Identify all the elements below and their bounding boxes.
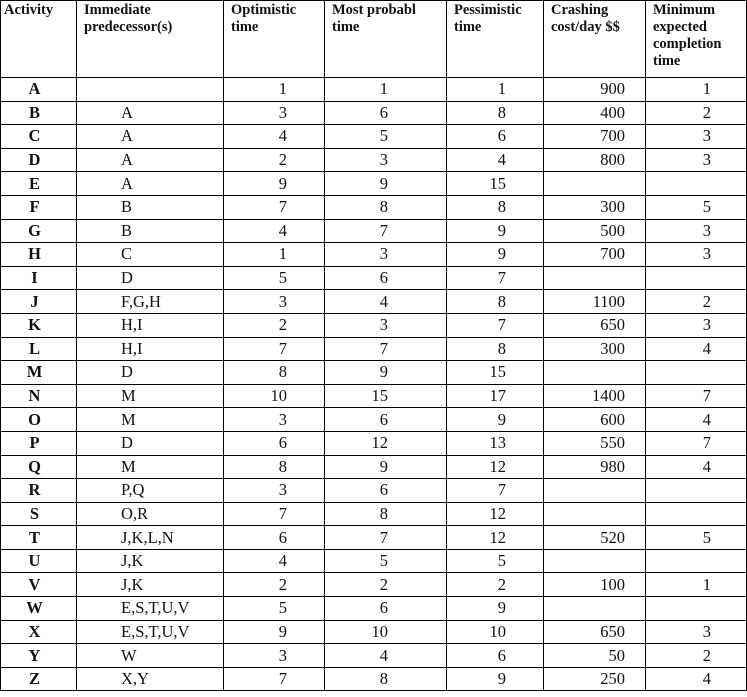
cell-predecessors: A <box>77 172 224 196</box>
cell-min-completion-time: 3 <box>646 219 747 243</box>
header-predecessors: Immediate predecessor(s) <box>77 1 224 78</box>
cell-activity: E <box>1 172 77 196</box>
header-pessimistic-time: Pessimistic time <box>447 1 544 78</box>
table-row <box>1 361 747 385</box>
cell-crashing-cost <box>544 549 646 573</box>
cell-crashing-cost: 900 <box>544 78 646 102</box>
cell-crashing-cost: 400 <box>544 101 646 125</box>
table-row <box>1 125 747 149</box>
cell-pessimistic-time: 2 <box>447 573 544 597</box>
cell-activity: U <box>1 549 77 573</box>
cell-crashing-cost: 500 <box>544 219 646 243</box>
cell-pessimistic-time: 7 <box>447 479 544 503</box>
cell-min-completion-time: 1 <box>646 78 747 102</box>
cell-most-probable-time: 8 <box>325 195 447 219</box>
cell-min-completion-time <box>646 266 747 290</box>
table-row <box>1 195 747 219</box>
cell-predecessors: E,S,T,U,V <box>77 620 224 644</box>
cell-predecessors: J,K <box>77 549 224 573</box>
cell-crashing-cost: 300 <box>544 195 646 219</box>
cell-activity: H <box>1 243 77 267</box>
cell-predecessors: A <box>77 125 224 149</box>
cell-activity: X <box>1 620 77 644</box>
cell-pessimistic-time: 7 <box>447 313 544 337</box>
cell-most-probable-time: 2 <box>325 573 447 597</box>
table-row <box>1 101 747 125</box>
cell-predecessors: M <box>77 408 224 432</box>
table-row <box>1 573 747 597</box>
cell-crashing-cost: 800 <box>544 148 646 172</box>
table-row <box>1 502 747 526</box>
cell-most-probable-time: 4 <box>325 290 447 314</box>
table-row <box>1 644 747 668</box>
cell-optimistic-time: 3 <box>224 479 325 503</box>
cell-most-probable-time: 6 <box>325 597 447 621</box>
cell-pessimistic-time: 9 <box>447 243 544 267</box>
cell-crashing-cost <box>544 597 646 621</box>
cell-predecessors: F,G,H <box>77 290 224 314</box>
cell-crashing-cost <box>544 172 646 196</box>
cell-activity: K <box>1 313 77 337</box>
cell-most-probable-time: 5 <box>325 125 447 149</box>
cell-crashing-cost: 50 <box>544 644 646 668</box>
cell-activity: B <box>1 101 77 125</box>
cell-crashing-cost: 650 <box>544 620 646 644</box>
table-row <box>1 172 747 196</box>
table-row <box>1 148 747 172</box>
cell-most-probable-time: 7 <box>325 526 447 550</box>
cell-crashing-cost <box>544 502 646 526</box>
cell-min-completion-time <box>646 479 747 503</box>
cell-predecessors: D <box>77 266 224 290</box>
table-row <box>1 266 747 290</box>
cell-predecessors: M <box>77 384 224 408</box>
cell-predecessors: C <box>77 243 224 267</box>
cell-crashing-cost: 300 <box>544 337 646 361</box>
cell-pessimistic-time: 9 <box>447 219 544 243</box>
cell-optimistic-time: 1 <box>224 243 325 267</box>
cell-optimistic-time: 7 <box>224 502 325 526</box>
cell-predecessors: D <box>77 431 224 455</box>
cell-pessimistic-time: 17 <box>447 384 544 408</box>
cell-crashing-cost: 550 <box>544 431 646 455</box>
cell-activity: T <box>1 526 77 550</box>
cell-activity: F <box>1 195 77 219</box>
table-body <box>1 78 747 691</box>
cell-min-completion-time: 2 <box>646 644 747 668</box>
cell-activity: D <box>1 148 77 172</box>
cell-pessimistic-time: 8 <box>447 290 544 314</box>
table-row <box>1 455 747 479</box>
cell-pessimistic-time: 9 <box>447 597 544 621</box>
cell-min-completion-time: 4 <box>646 667 747 691</box>
header-min-completion-time: Minimum expected completion time <box>646 1 747 78</box>
cell-crashing-cost <box>544 479 646 503</box>
table-row <box>1 243 747 267</box>
cell-optimistic-time: 6 <box>224 431 325 455</box>
table-row <box>1 384 747 408</box>
cell-pessimistic-time: 6 <box>447 125 544 149</box>
cell-most-probable-time: 15 <box>325 384 447 408</box>
cell-activity: I <box>1 266 77 290</box>
cell-pessimistic-time: 10 <box>447 620 544 644</box>
table-row <box>1 290 747 314</box>
cell-most-probable-time: 1 <box>325 78 447 102</box>
cell-optimistic-time: 8 <box>224 455 325 479</box>
cell-min-completion-time: 7 <box>646 384 747 408</box>
cell-activity: W <box>1 597 77 621</box>
cell-pessimistic-time: 12 <box>447 455 544 479</box>
cell-optimistic-time: 5 <box>224 266 325 290</box>
cell-optimistic-time: 8 <box>224 361 325 385</box>
cell-optimistic-time: 2 <box>224 573 325 597</box>
cell-activity: Q <box>1 455 77 479</box>
cell-min-completion-time: 3 <box>646 125 747 149</box>
cell-min-completion-time: 2 <box>646 290 747 314</box>
cell-predecessors: A <box>77 101 224 125</box>
cell-activity: Y <box>1 644 77 668</box>
cell-pessimistic-time: 5 <box>447 549 544 573</box>
cell-crashing-cost: 100 <box>544 573 646 597</box>
header-most-probable-time: Most probabl time <box>325 1 447 78</box>
cell-optimistic-time: 9 <box>224 172 325 196</box>
cell-most-probable-time: 7 <box>325 337 447 361</box>
cell-pessimistic-time: 9 <box>447 667 544 691</box>
cell-activity: O <box>1 408 77 432</box>
cell-optimistic-time: 3 <box>224 644 325 668</box>
cell-crashing-cost <box>544 266 646 290</box>
cell-most-probable-time: 5 <box>325 549 447 573</box>
table-row <box>1 78 747 102</box>
cell-min-completion-time <box>646 597 747 621</box>
cell-min-completion-time: 3 <box>646 313 747 337</box>
cell-pessimistic-time: 7 <box>447 266 544 290</box>
cell-min-completion-time <box>646 502 747 526</box>
cell-predecessors: D <box>77 361 224 385</box>
cell-optimistic-time: 3 <box>224 101 325 125</box>
cell-crashing-cost: 700 <box>544 125 646 149</box>
cell-activity: G <box>1 219 77 243</box>
table-row <box>1 408 747 432</box>
cell-predecessors: A <box>77 148 224 172</box>
table-row <box>1 479 747 503</box>
cell-most-probable-time: 3 <box>325 148 447 172</box>
header-row <box>1 1 747 78</box>
table-row <box>1 431 747 455</box>
cell-optimistic-time: 7 <box>224 667 325 691</box>
cell-predecessors: M <box>77 455 224 479</box>
cell-activity: Z <box>1 667 77 691</box>
cell-most-probable-time: 6 <box>325 479 447 503</box>
cell-most-probable-time: 4 <box>325 644 447 668</box>
cell-most-probable-time: 9 <box>325 455 447 479</box>
table-row <box>1 526 747 550</box>
cell-min-completion-time: 4 <box>646 408 747 432</box>
cell-pessimistic-time: 15 <box>447 172 544 196</box>
header-optimistic-time: Optimistic time <box>224 1 325 78</box>
cell-predecessors: O,R <box>77 502 224 526</box>
cell-optimistic-time: 3 <box>224 290 325 314</box>
cell-optimistic-time: 2 <box>224 148 325 172</box>
cell-predecessors: J,K,L,N <box>77 526 224 550</box>
table-row <box>1 549 747 573</box>
cell-most-probable-time: 9 <box>325 172 447 196</box>
cell-min-completion-time <box>646 361 747 385</box>
cell-activity: L <box>1 337 77 361</box>
cell-activity: A <box>1 78 77 102</box>
cell-predecessors: J,K <box>77 573 224 597</box>
table-row <box>1 667 747 691</box>
cell-optimistic-time: 4 <box>224 125 325 149</box>
cell-pessimistic-time: 12 <box>447 502 544 526</box>
cell-predecessors: B <box>77 195 224 219</box>
cell-most-probable-time: 6 <box>325 408 447 432</box>
cell-pessimistic-time: 15 <box>447 361 544 385</box>
cell-crashing-cost <box>544 361 646 385</box>
cell-crashing-cost: 520 <box>544 526 646 550</box>
table-row <box>1 219 747 243</box>
cell-optimistic-time: 7 <box>224 195 325 219</box>
cell-min-completion-time: 3 <box>646 620 747 644</box>
cell-activity: P <box>1 431 77 455</box>
cell-optimistic-time: 10 <box>224 384 325 408</box>
cell-optimistic-time: 5 <box>224 597 325 621</box>
cell-activity: J <box>1 290 77 314</box>
cell-min-completion-time: 5 <box>646 526 747 550</box>
cell-pessimistic-time: 4 <box>447 148 544 172</box>
cell-optimistic-time: 1 <box>224 78 325 102</box>
cell-most-probable-time: 3 <box>325 243 447 267</box>
cell-optimistic-time: 4 <box>224 219 325 243</box>
cell-min-completion-time: 7 <box>646 431 747 455</box>
cell-pessimistic-time: 8 <box>447 195 544 219</box>
cell-optimistic-time: 2 <box>224 313 325 337</box>
table-row <box>1 597 747 621</box>
cell-most-probable-time: 3 <box>325 313 447 337</box>
cell-pessimistic-time: 13 <box>447 431 544 455</box>
cell-most-probable-time: 12 <box>325 431 447 455</box>
cell-crashing-cost: 650 <box>544 313 646 337</box>
cell-optimistic-time: 9 <box>224 620 325 644</box>
cell-optimistic-time: 6 <box>224 526 325 550</box>
cell-predecessors: W <box>77 644 224 668</box>
cell-pessimistic-time: 1 <box>447 78 544 102</box>
cell-min-completion-time: 5 <box>646 195 747 219</box>
cell-activity: C <box>1 125 77 149</box>
cell-min-completion-time <box>646 172 747 196</box>
table-row <box>1 313 747 337</box>
header-crashing-cost: Crashing cost/day $$ <box>544 1 646 78</box>
cell-min-completion-time: 2 <box>646 101 747 125</box>
cell-crashing-cost: 250 <box>544 667 646 691</box>
cell-activity: V <box>1 573 77 597</box>
cell-crashing-cost: 1100 <box>544 290 646 314</box>
header-activity: Activity <box>1 1 77 78</box>
cell-activity: S <box>1 502 77 526</box>
cell-min-completion-time: 1 <box>646 573 747 597</box>
cell-most-probable-time: 8 <box>325 502 447 526</box>
cell-pessimistic-time: 9 <box>447 408 544 432</box>
cell-predecessors: E,S,T,U,V <box>77 597 224 621</box>
cell-predecessors: B <box>77 219 224 243</box>
cell-optimistic-time: 4 <box>224 549 325 573</box>
cell-optimistic-time: 3 <box>224 408 325 432</box>
cell-activity: N <box>1 384 77 408</box>
cell-predecessors <box>77 78 224 102</box>
cell-pessimistic-time: 8 <box>447 337 544 361</box>
cell-predecessors: H,I <box>77 313 224 337</box>
cell-most-probable-time: 10 <box>325 620 447 644</box>
cell-activity: R <box>1 479 77 503</box>
cell-min-completion-time <box>646 549 747 573</box>
cell-predecessors: X,Y <box>77 667 224 691</box>
table-row <box>1 620 747 644</box>
cell-activity: M <box>1 361 77 385</box>
cell-crashing-cost: 700 <box>544 243 646 267</box>
cell-crashing-cost: 980 <box>544 455 646 479</box>
cell-predecessors: P,Q <box>77 479 224 503</box>
table-row <box>1 337 747 361</box>
cell-most-probable-time: 8 <box>325 667 447 691</box>
cell-min-completion-time: 3 <box>646 243 747 267</box>
cell-min-completion-time: 4 <box>646 337 747 361</box>
cell-min-completion-time: 3 <box>646 148 747 172</box>
cell-most-probable-time: 9 <box>325 361 447 385</box>
cell-pessimistic-time: 8 <box>447 101 544 125</box>
cell-predecessors: H,I <box>77 337 224 361</box>
cell-min-completion-time: 4 <box>646 455 747 479</box>
cell-pessimistic-time: 6 <box>447 644 544 668</box>
cell-most-probable-time: 6 <box>325 101 447 125</box>
cell-crashing-cost: 600 <box>544 408 646 432</box>
cell-most-probable-time: 6 <box>325 266 447 290</box>
cell-pessimistic-time: 12 <box>447 526 544 550</box>
cell-optimistic-time: 7 <box>224 337 325 361</box>
cell-most-probable-time: 7 <box>325 219 447 243</box>
cell-crashing-cost: 1400 <box>544 384 646 408</box>
